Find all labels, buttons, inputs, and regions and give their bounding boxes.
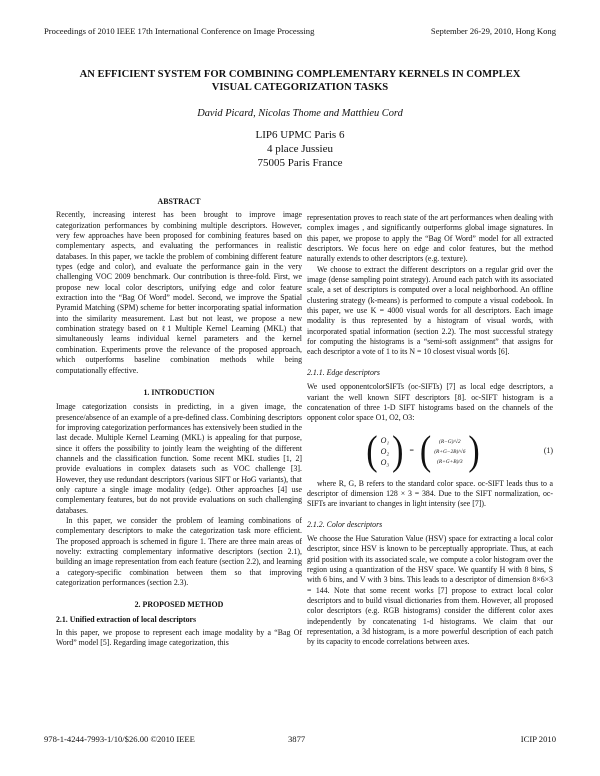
method-heading: 2. PROPOSED METHOD (134, 600, 224, 610)
footer-venue: ICIP 2010 (520, 734, 556, 744)
eq-r1: (R−G)/√2 (439, 438, 461, 445)
title-line-2: VISUAL CATEGORIZATION TASKS (211, 82, 389, 93)
affiliation-line-1: LIP6 UPMC Paris 6 (255, 129, 345, 141)
affiliation-line-3: 75005 Paris France (257, 157, 343, 169)
title-line-1: AN EFFICIENT SYSTEM FOR COMBINING COMPLEMENTARY KERNELS IN COMPLEX (79, 69, 521, 80)
equation-rhs-vector: ( (R−G)/√2 (R+G−2B)/√6 (R+G+B)/3 ) (419, 428, 480, 474)
intro-heading: 1. INTRODUCTION (143, 387, 215, 397)
eq-r3: (R+G+B)/3 (437, 458, 463, 465)
header-date: September 26-29, 2010, Hong Kong (430, 26, 556, 36)
edge-descriptors-heading: 2.1.1. Edge descriptors (307, 367, 380, 377)
edge-paragraph: We used opponentcolorSIFTs (oc-SIFTs) [7] as local edge descriptors, a variant the well known SIFT descriptors [8]. oc-SIFT histogram is a concatenation of three 1-D SIFT histograms based on the channels of the opponent color space O1, O2, O3: (307, 382, 553, 423)
paper-title (50, 68, 550, 94)
authors: David Picard, Nicolas Thome and Matthieu Cord (197, 108, 403, 119)
equation-lhs-vector: ( O₁ O₂ O₃ ) (366, 428, 404, 474)
abstract-heading: ABSTRACT (157, 197, 201, 206)
eq-o3: O₃ (380, 458, 390, 468)
equation-1: ( O₁ O₂ O₃ ) = ( (R−G)/√2 (R+G−2B)/√6 (R+G+B)/3 ) (1) (366, 428, 553, 474)
eq-o1: O₁ (380, 436, 390, 446)
left-column (56, 197, 302, 649)
header-conference: Proceedings of 2010 IEEE 17th International Conference on Image Processing (44, 26, 315, 36)
footer-isbn: 978-1-4244-7993-1/10/$26.00 ©2010 IEEE (44, 734, 195, 744)
abstract-text: Recently, increasing interest has been brought to improve image categorization performances by combining multiple descriptors. However, very few approaches have been proposed for combining features based on complementary aspects, and evaluating the performances in realistic databases. In this paper, we tackle the problem of combining different feature types (edge and color), and evaluate the performance gain in the very challenging VOC 2009 benchmark. Our contribution is three-fold. First, we propose new local color descriptors, unifying edge and color feature extraction into the “Bag Of Word” model. Second, we improve the Spatial Pyramid Matching (SPM) scheme for better incorporating spatial information into the similarity measurement. Last but not least, we propose a new combination strategy based on ℓ1 Multiple Kernel Learning (MKL) that simultaneously learns individual kernel parameters and the kernel combination. Experiments prove the relevance of the proposed approach, which outperforms baseline combination methods while being computationally effective. (56, 210, 302, 375)
color-descriptors-heading: 2.1.2. Color descriptors (307, 519, 383, 529)
eq-r2: (R+G−2B)/√6 (434, 448, 466, 455)
color-paragraph: We choose the Hue Saturation Value (HSV) space for extracting a local color descriptor, since HSV is known to be perceptually appropriate. Thus, at each grid position with its associated scale, we compute a color histogram over the region using a quantization of the HSV space. We quantify H with 8 bins, S with 6 bins, and V with 3 bins. This leads to a descriptor of dimension 8×6×3 = 144. Note that some recent works [7] propose to extract local color descriptors and to build visual dictionaries from them. However, all proposed color descriptors (e.g. RGB histograms) consider the different color axes independently by concatenating 1-d histograms. We claim that our representation, a 3d histogram, is a more powerful description of each patch by its capacity to encode correlations between axes. (307, 533, 553, 647)
edge-paragraph-2: where R, G, B refers to the standard color space. oc-SIFT leads thus to a descriptor of dimension 128 × 3 = 384. Due to the SIFT normalization, oc-SIFTs are invariant to changes in light intensity (see [7]). (307, 478, 553, 509)
intro-paragraph-1: Image categorization consists in predicting, in a given image, the presence/absence of an example of a pre-defined class. Combining descriptors for improving categorization performances has extensively been studied in the last decade. Multiple Kernel Learning (MKL) is appealing for that purpose, since it offers the possibility to jointly learn the weighting of the different channels and the classification function. Some recent MKL studies [1, 2] provide evaluations in complex datasets such as VOC challenge [3]. However, they use redundant descriptors (various SIFT or HoG variants), that only capture a single image modality (edge). Other approaches [4] use complementary features, but do not provide evaluations on such challenging databases. (56, 402, 302, 515)
right-paragraph-1: representation proves to reach state of the art performances when dealing with complex images , and significantly outperforms global image signatures. In this paper, we propose to apply the “Bag Of Word” model for all extracted descriptors. We focus here on edge and color features, but the method naturally extends to other descriptors (e.g. texture). (307, 213, 553, 264)
footer-page-number: 3877 (288, 734, 306, 744)
intro-paragraph-2: In this paper, we consider the problem of learning combinations of complementary descriptors to make the categorization task more efficient. The proposed approach is schemed in figure 1. There are three main areas of novelty: extracting complementary informative descriptors (section 2.1), building an image representation from each feature (section 2.2), and learning a category-specific combination between them so that improving categorization performances (section 2.3). (56, 515, 302, 588)
method-subsection-2-1: 2.1. Unified extraction of local descriptors (56, 614, 197, 624)
right-paragraph-2: We choose to extract the different descriptors on a regular grid over the image (dense sampling point strategy). Around each patch with its associated scale, a set of descriptors is computed over a local neighborhood. An offline clustering strategy (k-means) is performed to compute a visual codebook. In this paper, we use K = 4000 visual words for all descriptors. Each image modality is thus represented by a histogram of visual words, with incorporated spatial information (section 2.2). The most successful strategy for computing the histograms is a “semi-soft assignment” that assigns for each descriptor a vote of 1 to its N = 10 closest visual words [6]. (307, 264, 553, 357)
affiliation-line-2: 4 place Jussieu (267, 143, 333, 155)
equation-number: (1) (543, 446, 553, 456)
eq-o2: O₂ (380, 447, 390, 457)
method-paragraph-1: In this paper, we propose to represent each image modality by a “Bag Of Word” model [5]. Regarding image categorization, this (56, 628, 302, 648)
right-column (307, 213, 553, 648)
